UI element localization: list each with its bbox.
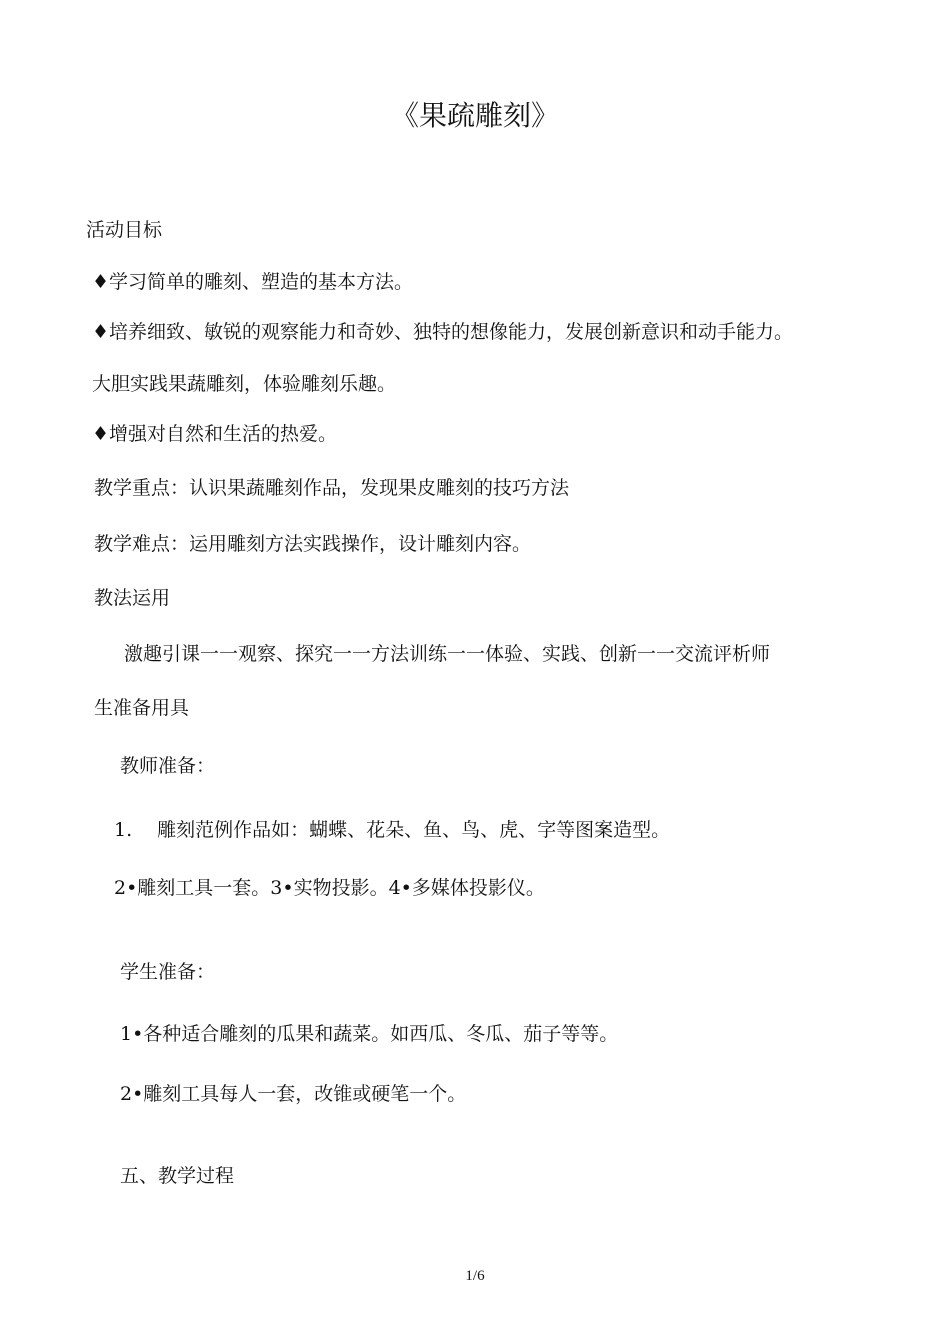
section-heading-materials: 生准备用具: [94, 697, 190, 719]
teaching-difficulty: 教学难点：运用雕刻方法实践操作，设计雕刻内容。: [94, 533, 532, 555]
section-heading-process: 五、教学过程: [120, 1165, 235, 1187]
teacher-preparation-item-2: 2•雕刻工具一套。3•实物投影。4•多媒体投影仪。: [114, 877, 545, 899]
student-preparation-heading: 学生准备：: [120, 961, 216, 983]
section-heading-methods: 教法运用: [94, 587, 171, 609]
page-number: 1/6: [465, 1268, 485, 1284]
document-title: 《果疏雕刻》: [390, 99, 559, 132]
student-preparation-item-2: 2•雕刻工具每人一套，改锥或硬笔一个。: [120, 1083, 467, 1105]
goal-item-1: ♦学习简单的雕刻、塑造的基本方法。: [92, 271, 414, 293]
methods-text: 激趣引课一一观察、探究一一方法训练一一体验、实践、创新一一交流评析师: [124, 643, 771, 665]
student-preparation-item-1: 1•各种适合雕刻的瓜果和蔬菜。如西瓜、冬瓜、茄子等等。: [120, 1023, 619, 1045]
teacher-preparation-item-1: 1. 雕刻范例作品如：蝴蝶、花朵、鱼、鸟、虎、字等图案造型。: [114, 819, 671, 841]
goal-item-2: ♦培养细致、敏锐的观察能力和奇妙、独特的想像能力，发展创新意识和动手能力。: [92, 321, 794, 343]
goal-item-4: ♦增强对自然和生活的热爱。: [92, 423, 338, 445]
teaching-focus: 教学重点：认识果蔬雕刻作品，发现果皮雕刻的技巧方法: [94, 477, 570, 499]
teacher-preparation-heading: 教师准备：: [120, 755, 216, 777]
goal-item-3: 大胆实践果蔬雕刻，体验雕刻乐趣。: [92, 373, 397, 395]
section-heading-goals: 活动目标: [86, 219, 163, 241]
